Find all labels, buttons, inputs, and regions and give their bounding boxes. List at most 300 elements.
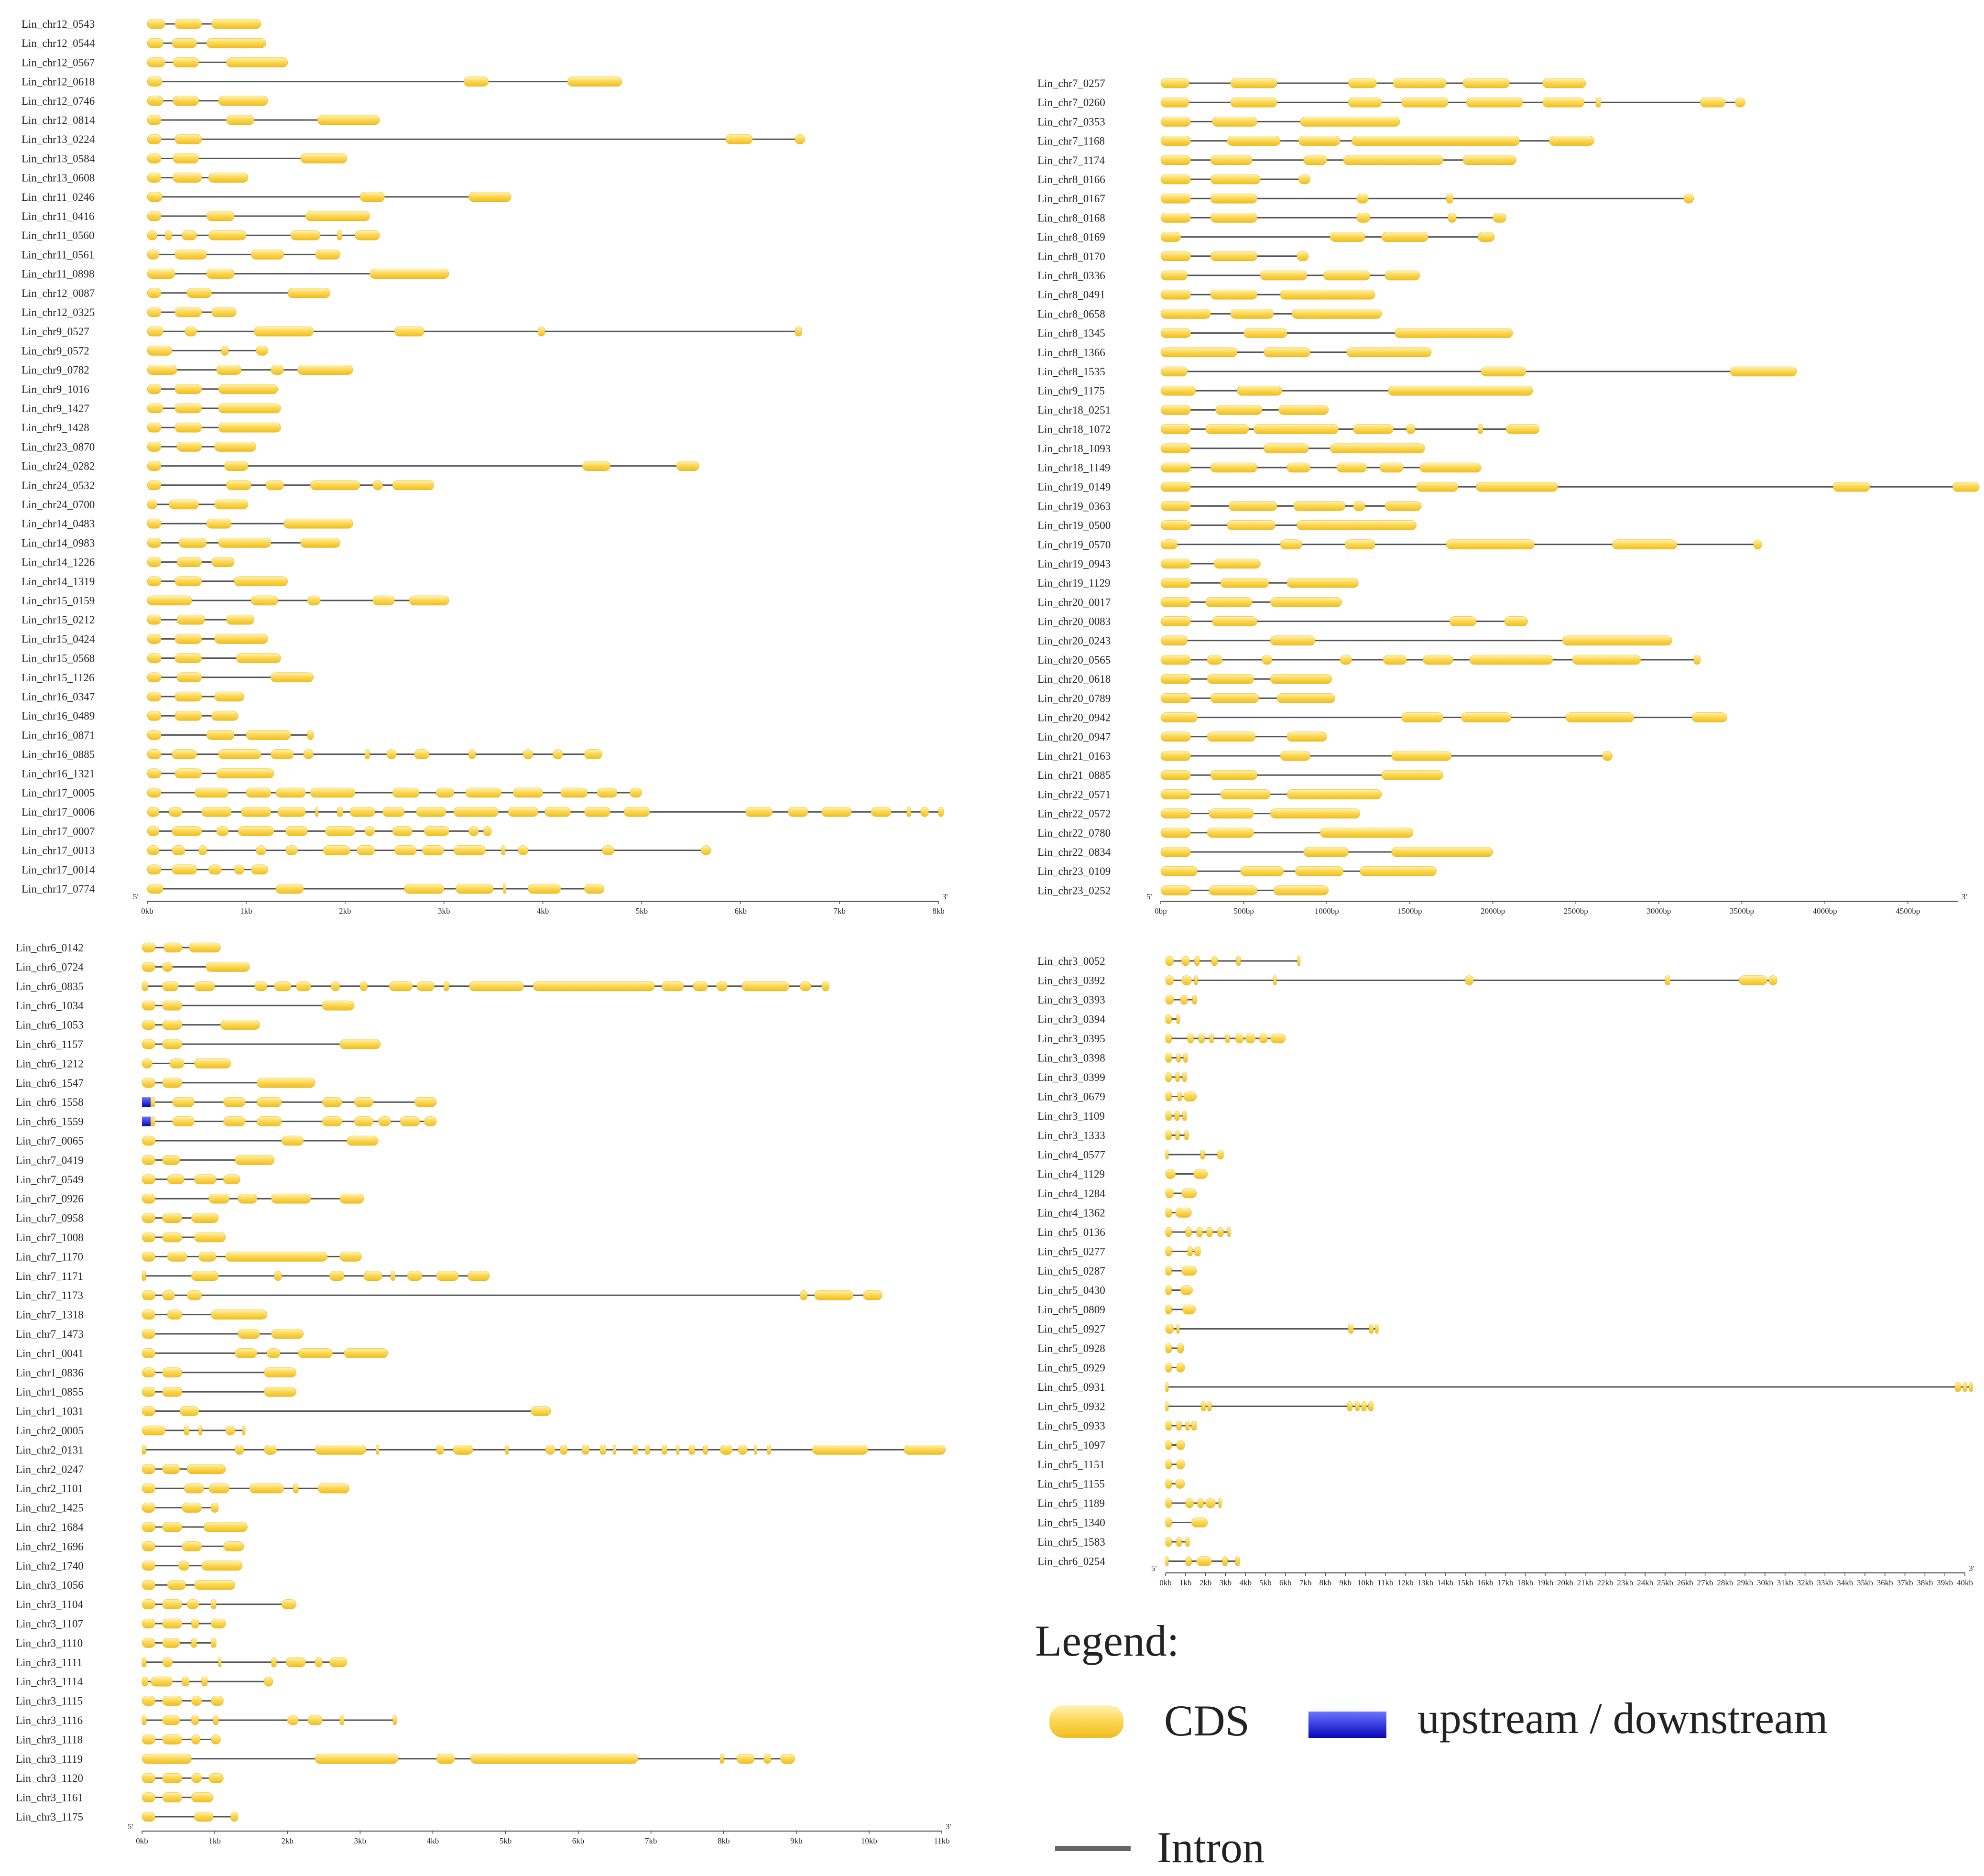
gene-name: Lin_chr7_1318 (16, 1309, 84, 1321)
cds-box (1270, 636, 1315, 645)
cds-box (1231, 309, 1274, 318)
cds-box (1161, 847, 1191, 857)
gene-name: Lin_chr7_0926 (16, 1193, 84, 1205)
gene-row (1037, 347, 1431, 359)
cds-box (1348, 98, 1381, 107)
cds-box (422, 846, 444, 855)
cds-box (1184, 1092, 1197, 1102)
gene-name: Lin_chr17_0006 (22, 806, 95, 818)
gene-name: Lin_chr8_0167 (1037, 193, 1105, 205)
gene-name: Lin_chr7_0549 (16, 1173, 84, 1186)
cds-box (1166, 1189, 1174, 1198)
cds-box (1181, 1189, 1196, 1198)
cds-box (1191, 1518, 1207, 1527)
cds-box (350, 807, 375, 817)
cds-box (227, 480, 251, 490)
cds-box (147, 730, 161, 740)
cds-box (288, 288, 330, 298)
gene-row (1037, 635, 1672, 647)
gene-name: Lin_chr3_1118 (16, 1734, 83, 1746)
cds-box (175, 134, 202, 144)
cds-box (301, 153, 347, 163)
cds-box (1186, 1537, 1189, 1547)
cds-box (1345, 540, 1375, 549)
cds-box (389, 982, 413, 991)
gene-name: Lin_chr6_1053 (16, 1019, 84, 1031)
cds-box (1739, 976, 1767, 985)
cds-box (282, 1600, 296, 1609)
cds-box (310, 788, 355, 797)
tick-label: 1kb (240, 906, 252, 916)
cds-box (177, 673, 202, 682)
cds-box (298, 1348, 332, 1358)
cds-box (738, 1445, 747, 1454)
cds-box (195, 982, 215, 991)
cds-box (1343, 155, 1443, 165)
tick-label: 3000bp (1646, 906, 1671, 916)
cds-box (187, 288, 212, 298)
cds-box (584, 750, 602, 759)
cds-box (257, 1097, 282, 1107)
gene-row (1037, 462, 1481, 474)
gene-name: Lin_chr20_0017 (1037, 596, 1111, 609)
cds-box (175, 634, 202, 644)
cds-box (938, 807, 943, 817)
cds-box (172, 826, 202, 836)
cds-box (357, 846, 375, 855)
cds-box (1161, 405, 1191, 414)
cds-box (264, 1445, 277, 1454)
gene-name: Lin_chr9_1428 (22, 422, 89, 434)
cds-box (815, 1290, 853, 1300)
cds-box (211, 1619, 225, 1628)
cds-box (795, 327, 802, 336)
cds-box (209, 1194, 229, 1203)
gene-row (16, 1367, 296, 1379)
cds-box (207, 269, 234, 279)
gene-row (1037, 174, 1310, 185)
cds-box (208, 173, 248, 183)
gene-name: Lin_chr3_0679 (1037, 1091, 1105, 1103)
gene-name: Lin_chr3_0398 (1037, 1052, 1105, 1064)
cds-box (822, 982, 829, 991)
cds-box (163, 1658, 173, 1667)
gene-row (16, 1772, 223, 1784)
cds-box (257, 1078, 315, 1088)
gene-name: Lin_chr12_0087 (22, 287, 95, 299)
cds-box (191, 1773, 201, 1783)
cds-box (1262, 655, 1272, 665)
cds-box (1166, 995, 1174, 1004)
cds-box (1270, 674, 1331, 684)
cds-box (1183, 1111, 1187, 1121)
tick-label: 32kb (1797, 1578, 1813, 1587)
cds-box (1274, 885, 1329, 895)
cds-box (464, 77, 489, 87)
cds-box (147, 269, 175, 279)
cds-box (1369, 1324, 1373, 1334)
cds-box (173, 173, 202, 183)
gene-name: Lin_chr20_0083 (1037, 615, 1111, 628)
gene-name: Lin_chr8_0169 (1037, 231, 1105, 243)
gene-name: Lin_chr22_0572 (1037, 807, 1111, 820)
gene-row (1037, 865, 1437, 877)
gene-name: Lin_chr7_0260 (1037, 97, 1105, 109)
cds-box (142, 1020, 155, 1030)
gene-row (22, 787, 642, 799)
cds-box (227, 57, 288, 67)
cds-box (287, 1715, 298, 1725)
cds-box (147, 38, 163, 48)
cds-box (147, 788, 161, 797)
gene-row (16, 1463, 226, 1475)
x-axis (1151, 1564, 1974, 1587)
cds-box (172, 865, 197, 874)
tick-label: 6kb (734, 906, 747, 916)
cds-box (142, 1039, 155, 1049)
tick-label: 16kb (1477, 1578, 1493, 1587)
gene-row (22, 653, 281, 665)
cds-box (1383, 655, 1406, 665)
gene-name: Lin_chr9_1016 (22, 383, 89, 395)
cds-box (142, 1696, 155, 1706)
cds-box (147, 423, 161, 432)
gene-name: Lin_chr15_0212 (22, 614, 95, 626)
cds-box (204, 1522, 247, 1532)
cds-box (147, 538, 161, 547)
cds-box (391, 1271, 395, 1281)
gene-name: Lin_chr6_0254 (1037, 1555, 1105, 1568)
cds-box (215, 442, 256, 451)
gene-row (1037, 1168, 1208, 1180)
gene-row (1037, 1207, 1191, 1219)
gene-name: Lin_chr6_1559 (16, 1115, 84, 1128)
cds-box (630, 788, 642, 797)
cds-box (1188, 1247, 1192, 1256)
cds-box (227, 615, 254, 624)
gene-row (1037, 1149, 1223, 1161)
legend-cds-label: CDS (1164, 1696, 1250, 1745)
cds-box (1254, 425, 1338, 434)
cds-box (1161, 674, 1191, 684)
cds-box (147, 480, 161, 490)
gene-row (22, 95, 268, 107)
tick-label: 15kb (1457, 1578, 1473, 1587)
cds-box (466, 788, 501, 797)
cds-box (1161, 828, 1191, 838)
five-prime-label: 5' (1151, 1564, 1157, 1573)
cds-box (179, 538, 207, 547)
tick-label: 5kb (1259, 1578, 1272, 1587)
cds-box (286, 1658, 305, 1667)
cds-box (163, 1619, 182, 1628)
five-prime-label: 5' (133, 892, 139, 901)
cds-box (1244, 328, 1287, 338)
gene-name: Lin_chr22_0780 (1037, 827, 1111, 839)
tick-label: 34kb (1837, 1578, 1853, 1587)
gene-row (1037, 327, 1513, 339)
cds-box (1177, 1363, 1185, 1373)
cds-box (142, 943, 155, 952)
cds-box (1478, 425, 1483, 434)
cds-box (436, 1754, 455, 1764)
gene-row (22, 749, 602, 761)
cds-box (1566, 713, 1634, 722)
gene-row (1037, 827, 1413, 839)
cds-box (142, 1426, 165, 1435)
gene-name: Lin_chr3_0399 (1037, 1071, 1105, 1083)
tick-label: 7kb (644, 1836, 657, 1845)
cds-box (1166, 1518, 1172, 1527)
cds-box (1207, 1227, 1213, 1237)
gene-row (16, 1406, 551, 1418)
cds-box (147, 230, 157, 240)
gene-row (16, 1135, 378, 1147)
cds-box (1222, 1557, 1227, 1566)
cds-box (147, 288, 161, 298)
gene-row (1037, 500, 1421, 512)
cds-box (286, 826, 308, 836)
gene-name: Lin_chr3_0395 (1037, 1033, 1105, 1045)
cds-box (1166, 1092, 1172, 1102)
cds-box (177, 615, 205, 624)
cds-box (1166, 1169, 1176, 1179)
cds-box (231, 1812, 238, 1821)
cds-box (1210, 1034, 1213, 1043)
cds-box (211, 557, 234, 567)
cds-box (191, 1638, 196, 1647)
gene-name: Lin_chr3_0392 (1037, 974, 1105, 987)
gene-name: Lin_chr22_0834 (1037, 846, 1111, 858)
cds-box (276, 884, 304, 894)
cds-box (392, 788, 419, 797)
cds-box (175, 19, 202, 29)
gene-name: Lin_chr7_1473 (16, 1328, 84, 1340)
cds-box (1294, 501, 1345, 511)
gene-row (1037, 1226, 1231, 1238)
cds-box (1270, 809, 1360, 818)
cds-box (1382, 770, 1443, 780)
cds-box (142, 1677, 148, 1686)
cds-box (1395, 328, 1513, 338)
gene-name: Lin_chr2_1101 (16, 1483, 83, 1495)
gene-name: Lin_chr5_0933 (1037, 1420, 1105, 1432)
cds-box (602, 846, 614, 855)
gene-row (22, 480, 434, 491)
gene-name: Lin_chr20_0947 (1037, 731, 1111, 743)
gene-row (22, 556, 234, 568)
cds-box (329, 1271, 344, 1281)
gene-name: Lin_chr24_0700 (22, 499, 95, 511)
tick-label: 4000bp (1812, 906, 1837, 916)
gene-name: Lin_chr5_0430 (1037, 1284, 1105, 1297)
gene-panel-top-left (22, 18, 948, 916)
cds-box (1300, 117, 1400, 126)
gene-row (1037, 193, 1694, 205)
gene-row (22, 268, 449, 280)
gene-row (16, 1058, 231, 1069)
cds-box (208, 230, 246, 240)
cds-box (307, 730, 313, 740)
gene-name: Lin_chr7_1168 (1037, 135, 1105, 147)
gene-name: Lin_chr21_0163 (1037, 750, 1111, 762)
cds-box (178, 1561, 189, 1571)
cds-box (151, 1677, 173, 1686)
gene-row (22, 114, 380, 126)
gene-row (1037, 1052, 1188, 1064)
cds-box (373, 480, 383, 490)
cds-box (180, 1407, 199, 1416)
gene-row (22, 364, 353, 376)
gene-name: Lin_chr12_0325 (22, 306, 95, 318)
cds-box (1347, 1402, 1352, 1411)
cds-box (1270, 597, 1341, 607)
cds-box (645, 1445, 649, 1454)
cds-box (1665, 976, 1670, 985)
cds-box (1287, 463, 1310, 472)
gene-name: Lin_chr15_1126 (22, 671, 95, 684)
cds-box (184, 1483, 204, 1493)
gene-row (16, 1425, 245, 1437)
cds-box (1227, 136, 1280, 146)
tick-label: 9kb (790, 1836, 803, 1845)
gene-name: Lin_chr9_0572 (22, 345, 89, 357)
cds-box (863, 1290, 883, 1300)
cds-box (1161, 290, 1191, 299)
cds-box (163, 962, 173, 971)
cds-box (1161, 693, 1191, 703)
cds-box (147, 692, 161, 701)
tick-label: 29kb (1737, 1578, 1754, 1587)
cds-box (163, 1464, 180, 1474)
gene-row (22, 883, 604, 895)
gene-name: Lin_chr8_0168 (1037, 212, 1105, 224)
cds-box (147, 711, 161, 720)
cds-box (163, 1020, 182, 1030)
cds-box (382, 807, 404, 817)
cds-box (142, 1252, 155, 1261)
cds-box (436, 788, 454, 797)
cds-box (1287, 789, 1382, 799)
tick-label: 25kb (1657, 1578, 1673, 1587)
cds-box (325, 826, 355, 836)
gene-name: Lin_chr2_0131 (16, 1444, 84, 1456)
cds-box (1166, 1440, 1172, 1450)
cds-box (1177, 1440, 1185, 1450)
gene-name: Lin_chr3_1116 (16, 1714, 83, 1726)
gene-name: Lin_chr7_1173 (16, 1289, 83, 1302)
gene-name: Lin_chr3_1109 (1037, 1110, 1105, 1122)
gene-name: Lin_chr3_1115 (16, 1695, 83, 1707)
cds-box (1186, 1498, 1194, 1508)
cds-box (417, 982, 435, 991)
cds-box (142, 1445, 146, 1454)
cds-box (227, 115, 254, 125)
cds-box (1596, 98, 1601, 107)
gene-row (22, 56, 288, 68)
cds-box (147, 153, 161, 163)
cds-box (142, 1387, 155, 1396)
cds-box (1701, 98, 1725, 107)
cds-box (1166, 1150, 1168, 1159)
tick-label: 33kb (1817, 1578, 1833, 1587)
gene-row (1037, 994, 1197, 1006)
cds-box (340, 1194, 364, 1203)
gene-name: Lin_chr1_1031 (16, 1405, 84, 1418)
cds-box (1279, 405, 1329, 414)
cds-box (523, 750, 533, 759)
cds-box (613, 1445, 616, 1454)
cds-box (1382, 232, 1428, 242)
gene-row (22, 633, 268, 645)
tick-label: 23kb (1617, 1578, 1634, 1587)
cds-box (1754, 540, 1762, 549)
cds-box (142, 1464, 155, 1474)
gene-name: Lin_chr19_0570 (1037, 538, 1111, 551)
cds-box (392, 480, 434, 490)
gene-name: Lin_chr4_1129 (1037, 1168, 1105, 1180)
cds-box (291, 230, 320, 240)
gene-row (1037, 731, 1327, 743)
tick-label: 2kb (281, 1836, 294, 1845)
cds-box (800, 982, 811, 991)
cds-box (322, 1117, 342, 1126)
cds-box (1330, 444, 1425, 453)
cds-box (147, 519, 161, 528)
cds-box (1166, 1557, 1168, 1566)
tick-label: 12kb (1397, 1578, 1414, 1587)
tick-label: 18kb (1517, 1578, 1534, 1587)
cds-box (175, 307, 202, 317)
gene-row (22, 172, 248, 184)
cds-box (1210, 693, 1259, 703)
cds-box (1352, 136, 1519, 146)
gene-name: Lin_chr5_1151 (1037, 1459, 1105, 1471)
gene-name: Lin_chr5_1189 (1037, 1497, 1105, 1509)
cds-box (165, 230, 172, 240)
cds-box (195, 788, 228, 797)
cds-box (1357, 213, 1370, 222)
cds-box (1214, 559, 1260, 568)
gene-row (22, 287, 330, 299)
gene-row (22, 383, 278, 395)
cds-box (518, 846, 528, 855)
gene-name: Lin_chr13_0584 (22, 153, 95, 165)
cds-box (1207, 655, 1222, 665)
tick-label: 11kb (1377, 1578, 1394, 1587)
gene-name: Lin_chr12_0544 (22, 37, 95, 50)
cds-box (167, 1175, 184, 1184)
cds-box (513, 788, 543, 797)
cds-box (236, 654, 281, 663)
cds-box (1385, 271, 1420, 280)
cds-box (177, 442, 202, 451)
cds-box (142, 982, 148, 991)
gene-row (16, 1618, 226, 1630)
gene-name: Lin_chr2_0005 (16, 1425, 84, 1437)
cds-box (812, 1445, 868, 1454)
gene-name: Lin_chr14_1319 (22, 575, 95, 588)
gene-row (22, 729, 314, 741)
cds-box (360, 982, 367, 991)
cds-box (553, 750, 563, 759)
cds-box (1476, 482, 1558, 491)
cds-box (508, 807, 538, 817)
gene-row (1037, 539, 1762, 551)
gene-row (1037, 692, 1335, 704)
tick-label: 4kb (1239, 1578, 1252, 1587)
gene-row (1037, 270, 1420, 282)
